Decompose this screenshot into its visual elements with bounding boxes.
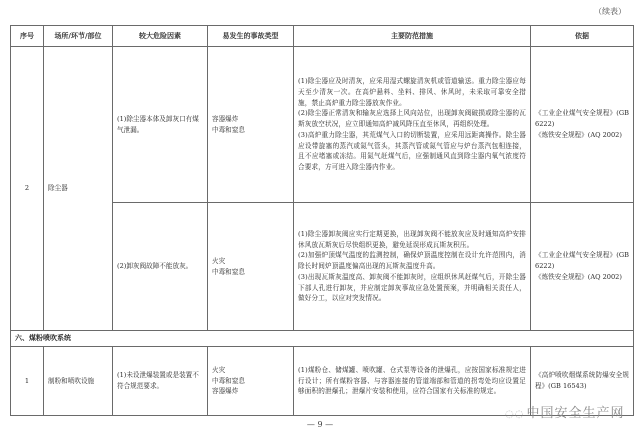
header-location: 场所/环节/部位 (44, 26, 113, 47)
hazard-table (10, 25, 634, 416)
measure-item: (2)除尘器正常清灰和输灰应选择上风向站位，出现卸灰阀破损或除尘器的瓦斯灰放空状况，应立即通知高炉减风降压直至休风，再组织处理。 (298, 109, 526, 129)
basis-item: 《工业企业煤气安全规程》(GB 6222) (535, 109, 629, 129)
measure-item: (1)煤粉仓、储煤罐、喷吹罐、仓式泵等设备的泄爆孔，应按国家标准规定进行设计；所有煤粉容器、与容器连接的管道端部和管道的拐弯处均应设置足够面积的泄爆孔；泄爆片安装和使用，应符合国家有关标准的规定。 (298, 365, 526, 396)
row-accident-types (208, 47, 294, 203)
section-row (11, 331, 634, 347)
continuation-label: （续表） (594, 7, 626, 16)
accident-type: 中毒和窒息 (212, 267, 245, 276)
header-accident-type: 易发生的事故类型 (208, 26, 294, 47)
header-number: 序号 (11, 26, 44, 47)
header-basis: 依据 (531, 26, 634, 47)
measure-item: (1)除尘器应及时清灰，应采用湿式螺旋清灰机或管道输送。重力除尘器应每天至少清灰一次。在高炉悬料、坐料、排风、休风时，未采取可靠安全措施，禁止高炉重力除尘器放灰作业。 (298, 76, 526, 107)
measure-item: (1)除尘器卸灰阀应实行定期更换，出现卸灰阀不能放灰应及时通知高炉安排休风放瓦斯灰后尽快组织更换，避免延误形成瓦斯灰积压。 (298, 229, 526, 249)
watermark (505, 402, 624, 421)
row-hazard: (1)未设泄爆装置或是装置不符合规范要求。 (113, 347, 208, 416)
section-title: 六、煤粉喷吹系统 (11, 331, 634, 347)
basis-item: 《高炉喷吹烟煤系统防爆安全规程》(GB 16543) (535, 371, 629, 390)
row-basis (531, 47, 634, 203)
row-measures (294, 347, 531, 416)
row-accident-types (208, 347, 294, 416)
basis-item: 《工业企业煤气安全规程》(GB 6222) (535, 251, 629, 271)
header-measures: 主要防范措施 (294, 26, 531, 47)
measure-item: (3)出现瓦斯灰温度高、卸灰阀不能卸灰时，应组织休风赶煤气后，开除尘器下部人孔进行卸灰，并应制定卸灰事故应急处置预案，并明确相关责任人，做好分工，以应对突发情况。 (298, 272, 526, 303)
row-location: 制粉和喷吹设施 (44, 347, 113, 416)
table-row (11, 47, 634, 203)
header-hazard: 较大危险因素 (113, 26, 208, 47)
basis-item: 《炼铁安全规程》(AQ 2002) (535, 130, 622, 139)
row-basis (531, 203, 634, 331)
row-number: 2 (11, 47, 44, 331)
watermark-text: 中国安全生产网 (526, 406, 625, 421)
row-number: 1 (11, 347, 44, 416)
row-location: 除尘器 (44, 47, 113, 331)
table-header-row (11, 26, 634, 47)
row-measures (294, 47, 531, 203)
measure-item: (2)加强炉顶煤气温度的监测控制，确保炉顶温度控制在设计允许范围内，消除长时间炉顶温度偏高出现的瓦斯灰温度升高。 (298, 251, 526, 271)
accident-type: 中毒和窒息 (212, 376, 245, 385)
page-number: — 9 — (306, 420, 334, 429)
accident-type: 火灾 (212, 365, 226, 374)
wechat-icon: ◌◌ (505, 409, 525, 420)
accident-type: 容器爆炸 (212, 387, 239, 396)
accident-type: 中毒和窒息 (212, 125, 245, 134)
measure-item: (3)高炉重力除尘器，其荒煤气入口的切断装置，应采用远距离操作。除尘器应设带旋塞的蒸汽或氮气管头，其蒸汽管或氮气管应与炉台蒸汽包相连接，且不应堵塞或冻结。用氮气赶煤气后，应强制通风直到除尘器内氧气浓度符合要求，方可进入除尘器内作业。 (298, 130, 526, 172)
row-hazard: (2)卸灰阀故障不能放灰。 (113, 203, 208, 331)
accident-type: 容器爆炸 (212, 114, 239, 123)
row-accident-types (208, 203, 294, 331)
row-measures (294, 203, 531, 331)
accident-type: 火灾 (212, 256, 226, 265)
basis-item: 《炼铁安全规程》(AQ 2002) (535, 272, 622, 281)
row-hazard: (1)除尘器本体及卸灰口有煤气泄漏。 (113, 47, 208, 203)
